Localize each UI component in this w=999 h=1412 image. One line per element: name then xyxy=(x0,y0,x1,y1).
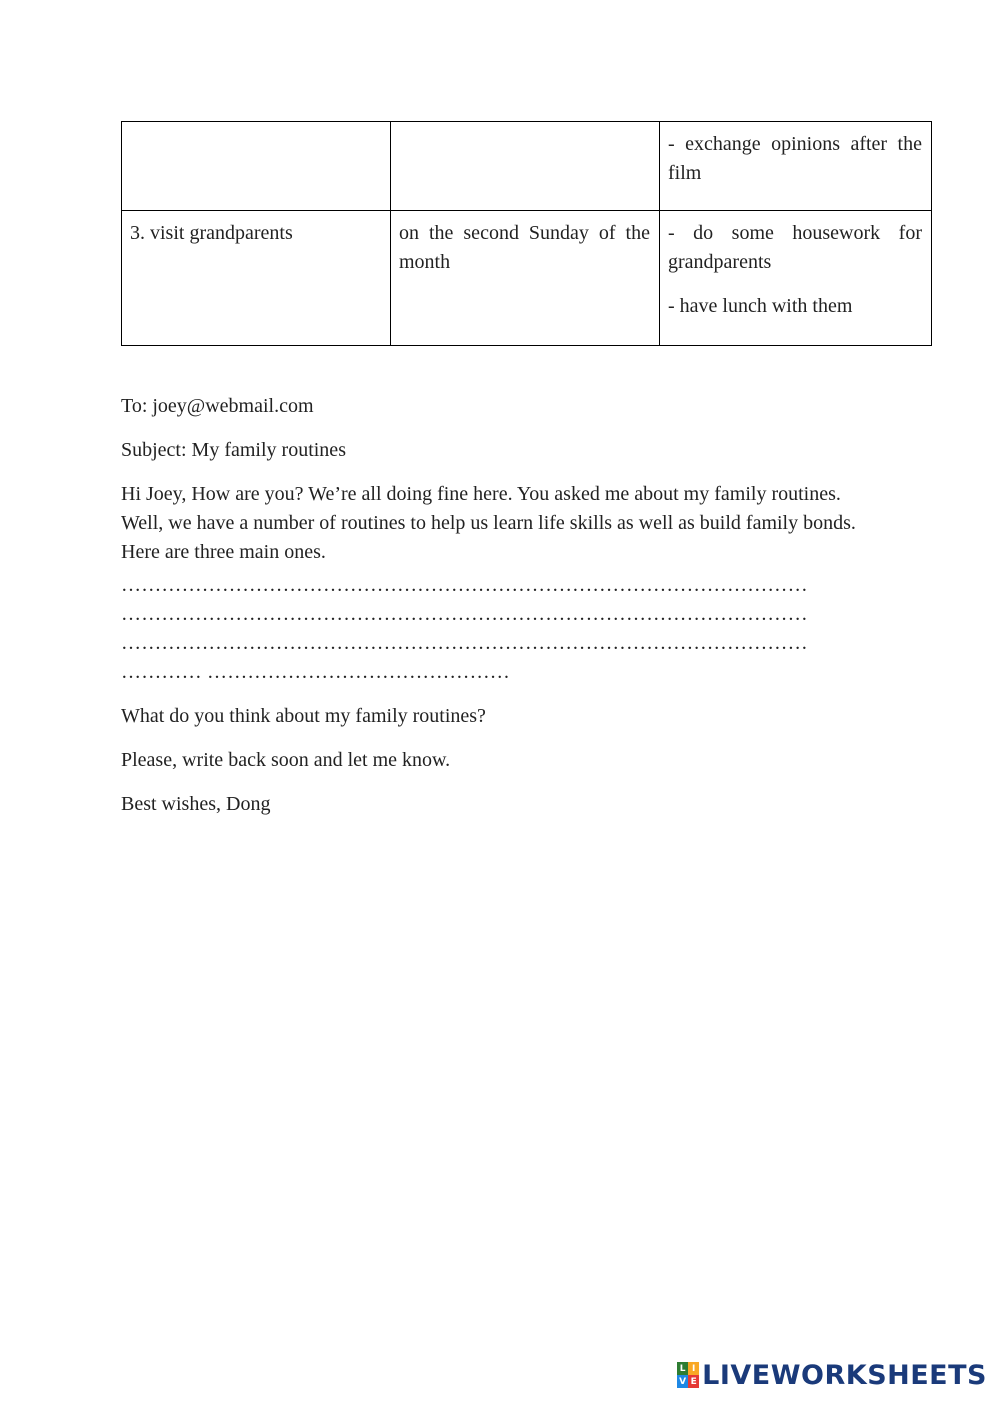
activity-cell xyxy=(122,122,391,211)
detail-item: - exchange opinions after the film xyxy=(668,133,922,184)
email-question: What do you think about my family routines? xyxy=(121,705,486,727)
logo-letter: I xyxy=(688,1362,699,1375)
dot-line: ………………………………………………………………………………………… xyxy=(121,603,808,625)
liveworksheets-brand xyxy=(677,1358,987,1392)
detail-item: - have lunch with them xyxy=(668,295,853,317)
logo-letter: L xyxy=(677,1362,688,1375)
dot-line: ………………………………………………………………………………………… xyxy=(121,632,808,654)
logo-letter: E xyxy=(688,1375,699,1388)
email-request: Please, write back soon and let me know. xyxy=(121,749,451,771)
email-closing: Best wishes, Dong xyxy=(121,793,271,815)
logo-letter: V xyxy=(677,1375,688,1388)
time-cell: on the second Sunday of the month xyxy=(391,211,660,346)
answer-blank[interactable] xyxy=(121,571,881,687)
details-cell xyxy=(660,211,932,346)
email-subject: Subject: My family routines xyxy=(121,439,346,461)
dot-line: ………………………………………………………………………………………… xyxy=(121,574,808,596)
email-to: To: joey@webmail.com xyxy=(121,395,314,417)
liveworksheets-logo-icon xyxy=(677,1362,699,1388)
details-cell xyxy=(660,122,932,211)
table-row xyxy=(122,122,932,211)
email-body: Hi Joey, How are you? We’re all doing fine here. You asked me about my family routines. Well, we have a number of routines to help us learn life skills as well as build family bonds. Here are three main ones. xyxy=(121,483,856,563)
email-letter xyxy=(121,392,881,834)
dot-line: ………… ……………………………………… xyxy=(121,661,510,683)
activity-cell: 3. visit grandparents xyxy=(122,211,391,346)
brand-name: LIVEWORKSHEETS xyxy=(702,1359,987,1391)
time-cell xyxy=(391,122,660,211)
table-row xyxy=(122,211,932,346)
routines-table xyxy=(121,121,932,346)
detail-item: - do some housework for grandparents xyxy=(668,222,922,273)
